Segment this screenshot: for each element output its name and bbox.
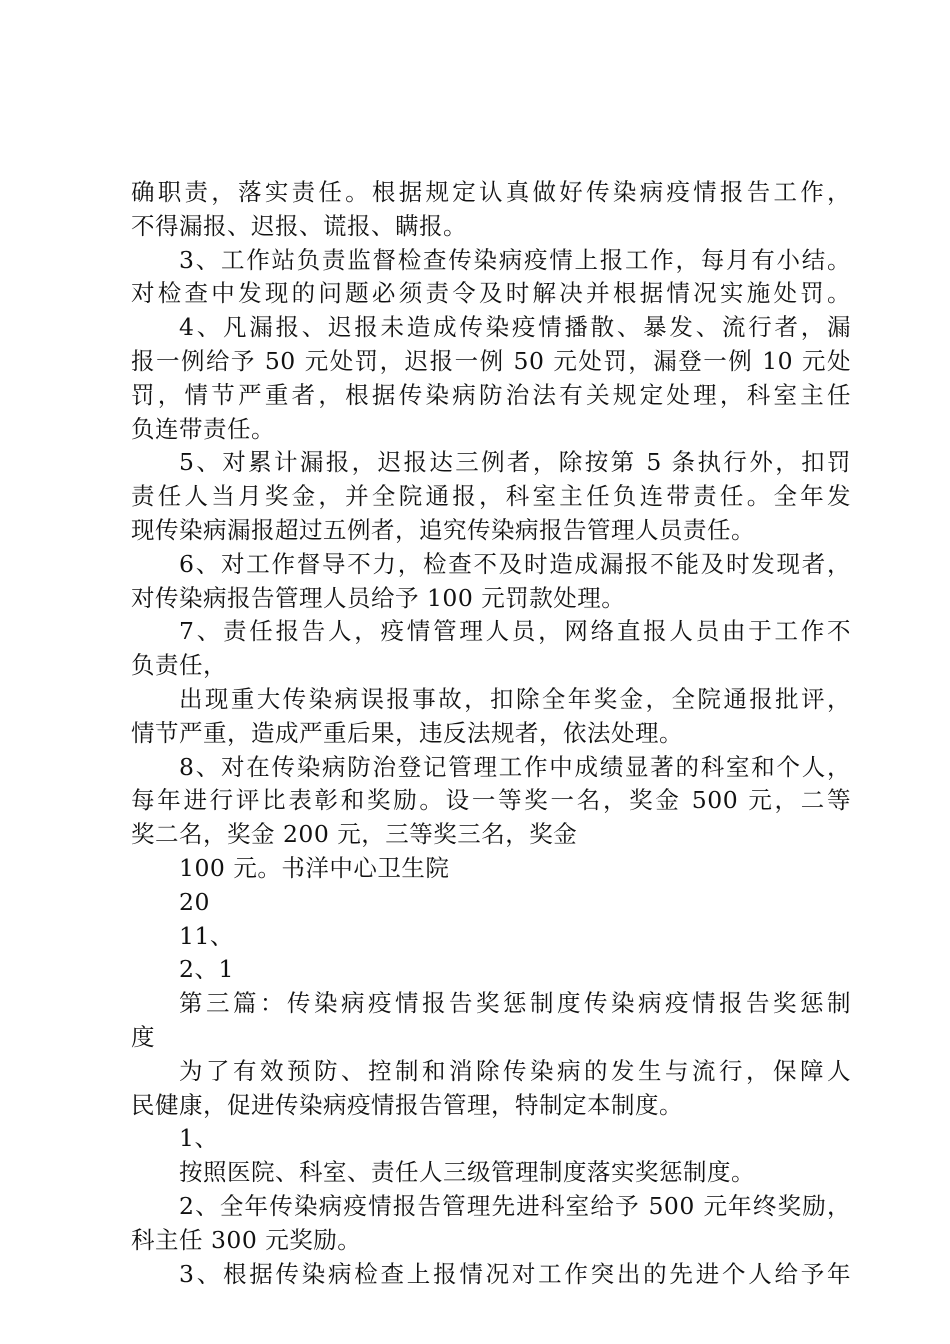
text-line: 负连带责任。 <box>131 414 275 443</box>
text-line: 科主任 300 元奖励。 <box>131 1225 362 1254</box>
text-line: 第三篇：传染病疫情报告奖惩制度传染病疫情报告奖惩制 <box>179 989 851 1018</box>
text-line: 报一例给予 50 元处罚，迟报一例 50 元处罚，漏登一例 10 元处 <box>131 346 851 375</box>
text-line: 每年进行评比表彰和奖励。设一等奖一名，奖金 500 元，二等 <box>131 786 851 815</box>
document-body <box>131 176 851 1291</box>
text-line: 出现重大传染病误报事故，扣除全年奖金，全院通报批评， <box>179 684 851 713</box>
text-line: 8、对在传染病防治登记管理工作中成绩显著的科室和个人， <box>179 752 851 781</box>
text-line: 2、全年传染病疫情报告管理先进科室给予 500 元年终奖励， <box>179 1191 851 1220</box>
text-line: 6、对工作督导不力，检查不及时造成漏报不能及时发现者， <box>179 549 851 578</box>
text-line: 7、责任报告人，疫情管理人员，网络直报人员由于工作不 <box>179 617 851 646</box>
text-line: 情节严重，造成严重后果，违反法规者，依法处理。 <box>131 718 683 747</box>
text-line: 度 <box>131 1022 155 1051</box>
text-line: 2、1 <box>179 955 234 984</box>
text-line: 确职责，落实责任。根据规定认真做好传染病疫情报告工作， <box>131 178 851 206</box>
text-line: 3、根据传染病检查上报情况对工作突出的先进个人给予年 <box>179 1259 851 1288</box>
text-line: 民健康，促进传染病疫情报告管理，特制定本制度。 <box>131 1090 683 1119</box>
text-line: 负责任， <box>131 651 227 680</box>
text-line: 3、工作站负责监督检查传染病疫情上报工作，每月有小结。 <box>179 245 851 274</box>
text-line: 奖二名，奖金 200 元，三等奖三名，奖金 <box>131 820 578 849</box>
text-line: 20 <box>179 887 210 916</box>
text-line: 11、 <box>179 921 234 950</box>
text-line: 责任人当月奖金，并全院通报，科室主任负连带责任。全年发 <box>131 482 851 511</box>
text-line: 为了有效预防、控制和消除传染病的发生与流行，保障人 <box>179 1056 851 1085</box>
text-line: 罚，情节严重者，根据传染病防治法有关规定处理，科室主任 <box>131 380 851 409</box>
text-line: 对传染病报告管理人员给予 100 元罚款处理。 <box>131 583 626 612</box>
text-line: 按照医院、科室、责任人三级管理制度落实奖惩制度。 <box>179 1158 755 1187</box>
text-line: 5、对累计漏报，迟报达三例者，除按第 5 条执行外，扣罚 <box>179 448 851 477</box>
text-line: 现传染病漏报超过五例者，追究传染病报告管理人员责任。 <box>131 515 755 544</box>
text-line: 4、凡漏报、迟报未造成传染疫情播散、暴发、流行者，漏 <box>179 313 851 342</box>
text-line: 1、 <box>179 1124 219 1153</box>
text-line: 100 元。书洋中心卫生院 <box>179 853 450 882</box>
text-line: 不得漏报、迟报、谎报、瞒报。 <box>131 211 467 240</box>
text-line: 对检查中发现的问题必须责令及时解决并根据情况实施处罚。 <box>131 279 851 308</box>
